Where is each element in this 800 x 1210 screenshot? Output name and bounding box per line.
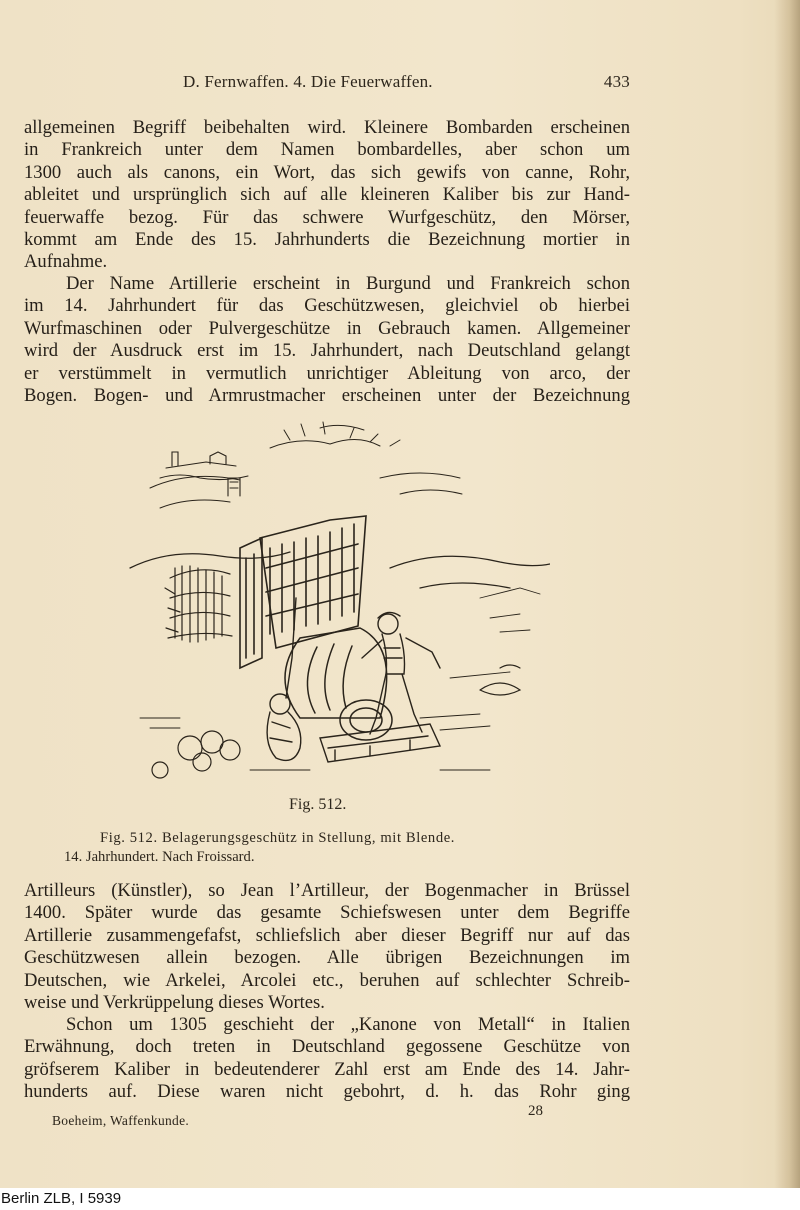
- footer-signature: 28: [528, 1103, 543, 1119]
- paragraph-2: [24, 273, 630, 407]
- text-line: Wurfmaschinen oder Pulvergeschütze in Gebrauch kamen. Allgemeiner: [24, 317, 630, 339]
- library-stamp: Berlin ZLB, I 5939: [1, 1190, 122, 1207]
- text-line: Artilleurs (Künstler), so Jean l’Artilleur, der Bogenmacher in Brüssel: [24, 880, 630, 901]
- running-header: [183, 72, 630, 98]
- text-line: er verstümmelt in vermutlich unrichtiger Ableitung von arco, der: [24, 362, 630, 384]
- text-line: Deutschen, wie Arkelei, Arcolei etc., beruhen auf schlechter Schreib-: [24, 969, 630, 991]
- text-line: 1400. Später wurde das gesamte Schiefswesen unter dem Begriffe: [24, 902, 630, 924]
- text-line: im 14. Jahrhundert für das Geschützwesen, gleichviel ob hierbei: [24, 295, 630, 317]
- text-line: in Frankreich unter dem Namen bombardelles, aber schon um: [24, 139, 630, 161]
- text-line: wird der Ausdruck erst im 15. Jahrhundert, nach Deutschland gelangt: [24, 340, 630, 362]
- figure-caption: [64, 829, 594, 867]
- caption-line-1: Fig. 512. Belagerungsgeschütz in Stellung, mit Blende.: [100, 830, 456, 846]
- text-line: Aufnahme.: [24, 251, 108, 273]
- text-line: ableitet und ursprünglich sich auf alle kleineren Kaliber bis zur Hand-: [24, 184, 630, 206]
- footer-book-title: Boeheim, Waffenkunde.: [52, 1113, 190, 1128]
- text-line: Artillerie zusammengefafst, schliefslich aber dieser Begriff nur auf das: [24, 924, 630, 946]
- text-line: 1300 auch als canons, ein Wort, das sich gewifs von canne, Rohr,: [24, 161, 630, 183]
- page-number: 433: [603, 72, 630, 91]
- text-line: allgemeinen Begriff beibehalten wird. Kleinere Bombarden erscheinen: [24, 117, 630, 138]
- text-line: weise und Verkrüppelung dieses Wortes.: [24, 992, 325, 1014]
- library-stamp-bar: [0, 1190, 800, 1210]
- text-line: kommt am Ende des 15. Jahrhunderts die Bezeichnung mortier in: [24, 229, 630, 251]
- figure-label: Fig. 512.: [289, 796, 347, 813]
- caption-line-2: 14. Jahrhundert. Nach Froissard.: [64, 849, 255, 865]
- figure-512-illustration: [120, 418, 550, 788]
- text-line: Der Name Artillerie erscheint in Burgund und Frankreich schon: [66, 273, 630, 294]
- text-line: gröfserem Kaliber in bedeutenderer Zahl erst am Ende des 14. Jahr-: [24, 1058, 630, 1080]
- text-line: feuerwaffe bezog. Für das schwere Wurfgeschütz, den Mörser,: [24, 206, 630, 228]
- text-line: Bogen. Bogen- und Armrustmacher erscheinen unter der Bezeichnung: [24, 385, 630, 407]
- paragraph-1: [24, 117, 630, 274]
- text-line: Geschützwesen allein bezogen. Alle übrigen Bezeichnungen im: [24, 947, 630, 969]
- paragraph-3: [24, 880, 630, 1014]
- header-title: D. Fernwaffen. 4. Die Feuerwaffen.: [183, 72, 433, 91]
- paragraph-4: [24, 1014, 630, 1104]
- text-line: hunderts auf. Diese waren nicht gebohrt, d. h. das Rohr ging: [24, 1081, 630, 1103]
- text-line: Schon um 1305 geschieht der „Kanone von Metall“ in Italien: [66, 1014, 630, 1035]
- text-line: Erwähnung, doch treten in Deutschland gegossene Geschütze von: [24, 1036, 630, 1058]
- page-edge-shadow: [774, 0, 800, 1188]
